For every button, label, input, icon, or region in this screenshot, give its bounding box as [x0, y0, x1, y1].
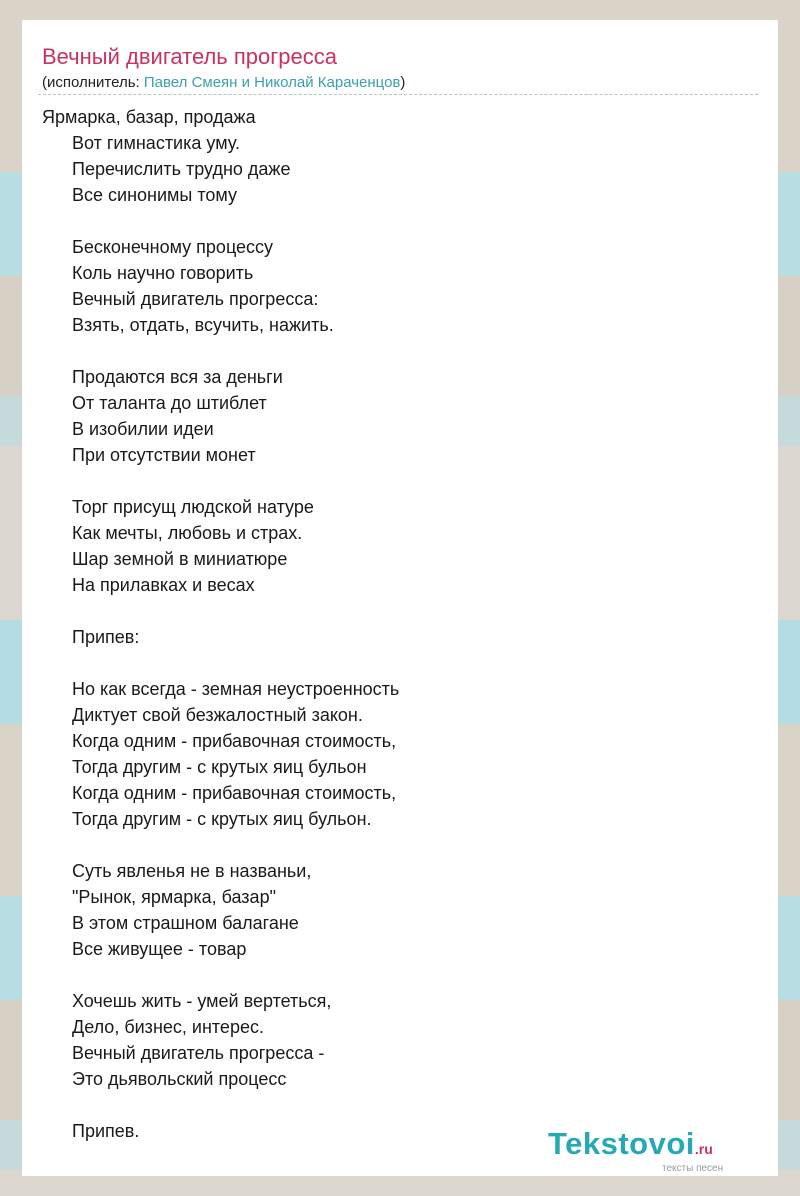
lyric-line: В изобилии идеи [72, 419, 214, 439]
site-logo[interactable] [548, 1126, 713, 1162]
lyric-line: Бесконечному процессу [72, 237, 274, 257]
lyric-line: Как мечты, любовь и страх. [72, 523, 303, 543]
lyric-line: Взять, отдать, всучить, нажить. [72, 315, 334, 335]
lyric-line: Но как всегда - земная неустроенность [72, 679, 400, 699]
lyric-line: Перечислить трудно даже [72, 159, 291, 179]
lyric-line: Дело, бизнес, интерес. [72, 1017, 264, 1037]
lyrics-text [22, 104, 778, 1144]
lyric-line: Продаются вся за деньги [72, 367, 283, 387]
stanza-break [22, 338, 778, 364]
stanza-break [22, 650, 778, 676]
performer-link[interactable]: Павел Смеян и Николай Караченцов [143, 74, 401, 91]
divider [38, 94, 758, 95]
lyric-line: Тогда другим - с крутых яиц бульон. [72, 809, 372, 829]
lyric-line: Суть явленья не в названьи, [72, 861, 312, 881]
lyric-line: Припев. [72, 1121, 140, 1141]
lyric-line: Все живущее - товар [72, 939, 247, 959]
stanza-break [22, 832, 778, 858]
lyric-line: Хочешь жить - умей вертеться, [72, 991, 332, 1011]
performer-line [42, 74, 405, 91]
lyric-line: Ярмарка, базар, продажа [42, 107, 256, 127]
lyric-line: Коль научно говорить [72, 263, 254, 283]
lyric-line: Припев: [72, 627, 140, 647]
stanza-break [22, 468, 778, 494]
performer-prefix: (исполнитель: [42, 74, 144, 91]
lyric-line: Вечный двигатель прогресса - [72, 1043, 325, 1063]
lyric-line: Тогда другим - с крутых яиц бульон [72, 757, 367, 777]
lyric-line: На прилавках и весах [72, 575, 255, 595]
logo-tld-text: .ru [694, 1141, 713, 1157]
song-title: Вечный двигатель прогресса [42, 44, 337, 69]
lyric-line: Шар земной в миниатюре [72, 549, 288, 569]
stanza-break [22, 208, 778, 234]
logo-subtitle: тексты песен [662, 1163, 724, 1174]
lyric-line: Торг присущ людской натуре [72, 497, 314, 517]
lyric-line: При отсутствии монет [72, 445, 256, 465]
lyrics-card [22, 20, 778, 1176]
performer-suffix: ) [400, 74, 406, 91]
lyric-line: "Рынок, ярмарка, базар" [72, 887, 276, 907]
lyric-line: Это дьявольский процесс [72, 1069, 287, 1089]
stanza-break [22, 598, 778, 624]
lyric-line: Когда одним - прибавочная стоимость, [72, 731, 397, 751]
stanza-break [22, 1092, 778, 1118]
lyric-line: Когда одним - прибавочная стоимость, [72, 783, 397, 803]
lyric-line: Вот гимнастика уму. [72, 133, 240, 153]
lyric-line: Вечный двигатель прогресса: [72, 289, 319, 309]
logo-main-text: Tekstovoi [548, 1126, 695, 1161]
lyric-line: От таланта до штиблет [72, 393, 267, 413]
lyric-line: Все синонимы тому [72, 185, 237, 205]
lyric-line: В этом страшном балагане [72, 913, 299, 933]
stanza-break [22, 962, 778, 988]
lyric-line: Диктует свой безжалостный закон. [72, 705, 363, 725]
